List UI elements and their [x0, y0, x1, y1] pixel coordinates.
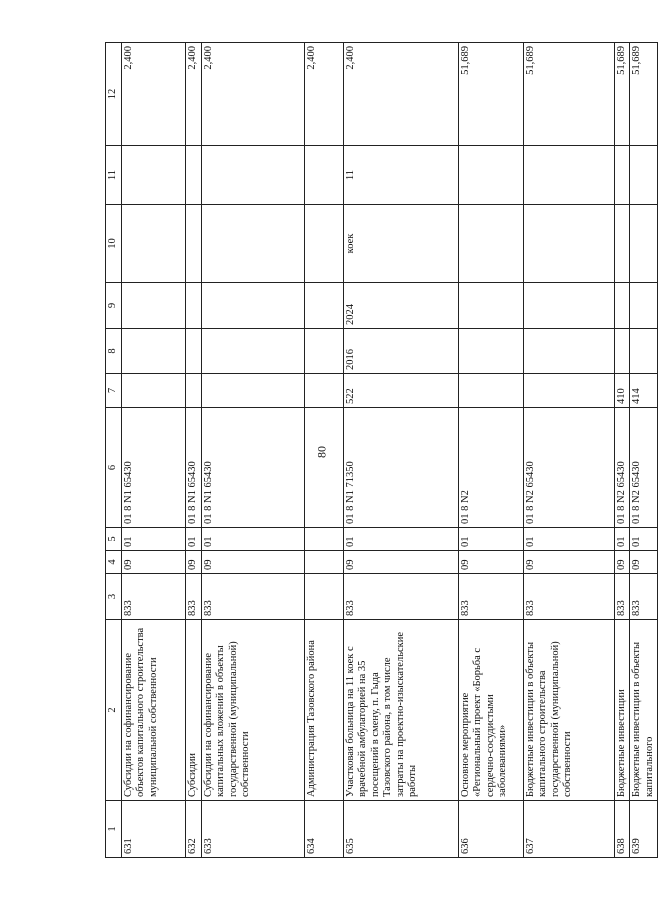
cell-c9: [186, 283, 202, 329]
cell-c10: [122, 205, 186, 283]
cell-c5: 01: [459, 528, 524, 551]
budget-table: [105, 42, 658, 858]
table-row: [524, 43, 615, 858]
cell-c4: [305, 551, 344, 574]
cell-c4: 09: [524, 551, 615, 574]
cell-c4: 09: [459, 551, 524, 574]
cell-c5: 01: [202, 528, 305, 551]
cell-c8: [186, 329, 202, 374]
cell-c3: 833: [202, 574, 305, 620]
cell-c3: 833: [459, 574, 524, 620]
cell-c8: [122, 329, 186, 374]
row-number: 635: [344, 801, 459, 858]
table-row: [186, 43, 202, 858]
table-row: [615, 43, 630, 858]
cell-c6: [305, 408, 344, 528]
cell-c6: 01 8 N2 65430: [615, 408, 630, 528]
cell-c6: 01 8 N1 65430: [122, 408, 186, 528]
column-header: 3: [106, 574, 122, 620]
row-name: Участковая больница на 11 коек с врачебной амбулаторией на 35 посещений в смену, п. Гыда Тазовского района, в том числе затраты на проектно-изыскательские работы: [344, 620, 459, 801]
row-name: Субсидии на софинансирование объектов капитального строительства муниципальной собственности: [122, 620, 186, 801]
cell-c5: 01: [630, 528, 658, 551]
column-header: 12: [106, 43, 122, 146]
cell-c11: [122, 146, 186, 205]
cell-c3: 833: [122, 574, 186, 620]
row-number: 634: [305, 801, 344, 858]
cell-c11: [524, 146, 615, 205]
cell-c4: 09: [186, 551, 202, 574]
column-header: 8: [106, 329, 122, 374]
table-row: [202, 43, 305, 858]
cell-amount: 51,689: [459, 43, 524, 146]
row-number: 638: [615, 801, 630, 858]
cell-c7: 414: [630, 374, 658, 408]
cell-c10: [630, 205, 658, 283]
column-header: 11: [106, 146, 122, 205]
cell-c11: [615, 146, 630, 205]
cell-c7: [305, 374, 344, 408]
cell-c5: 01: [615, 528, 630, 551]
cell-c5: 01: [344, 528, 459, 551]
cell-c9: [459, 283, 524, 329]
cell-amount: 2,400: [186, 43, 202, 146]
cell-c7: [122, 374, 186, 408]
cell-c5: 01: [122, 528, 186, 551]
table-row: [630, 43, 658, 858]
column-header: 5: [106, 528, 122, 551]
table-header-row: [106, 43, 122, 858]
table-row: [459, 43, 524, 858]
cell-c8: [630, 329, 658, 374]
cell-c11: [305, 146, 344, 205]
cell-c10: коек: [344, 205, 459, 283]
cell-c3: 833: [630, 574, 658, 620]
cell-amount: 51,689: [630, 43, 658, 146]
row-number: 639: [630, 801, 658, 858]
cell-c11: [186, 146, 202, 205]
row-name: Бюджетные инвестиции: [615, 620, 630, 801]
cell-c9: [202, 283, 305, 329]
cell-c4: 09: [122, 551, 186, 574]
cell-c7: 410: [615, 374, 630, 408]
cell-c9: 2024: [344, 283, 459, 329]
row-name: Субсидии на софинансирование капитальных вложений в объекты государственной (муниципальной) собственности: [202, 620, 305, 801]
page-number: 80: [314, 446, 329, 458]
cell-c6: 01 8 N1 65430: [186, 408, 202, 528]
column-header: 1: [106, 801, 122, 858]
cell-amount: 2,400: [305, 43, 344, 146]
cell-c6: 01 8 N2: [459, 408, 524, 528]
column-header: 6: [106, 408, 122, 528]
column-header: 7: [106, 374, 122, 408]
row-name: Основное мероприятие «Региональный проект «Борьба с сердечно-сосудистыми заболеваниями»: [459, 620, 524, 801]
cell-c5: [305, 528, 344, 551]
row-name: Бюджетные инвестиции в объекты капитального строительства государственной (муниципальной) собственности: [524, 620, 615, 801]
cell-c10: [524, 205, 615, 283]
cell-c10: [186, 205, 202, 283]
cell-c10: [305, 205, 344, 283]
cell-amount: 2,400: [344, 43, 459, 146]
row-number: 633: [202, 801, 305, 858]
cell-c4: 09: [344, 551, 459, 574]
cell-c7: [202, 374, 305, 408]
cell-c10: [202, 205, 305, 283]
cell-c9: [524, 283, 615, 329]
cell-c3: 833: [186, 574, 202, 620]
row-number: 636: [459, 801, 524, 858]
cell-c11: 11: [344, 146, 459, 205]
row-name: Субсидии: [186, 620, 202, 801]
cell-amount: 2,400: [202, 43, 305, 146]
cell-c9: [615, 283, 630, 329]
cell-c7: [186, 374, 202, 408]
row-number: 637: [524, 801, 615, 858]
cell-c9: [630, 283, 658, 329]
cell-c3: 833: [615, 574, 630, 620]
cell-c9: [122, 283, 186, 329]
cell-c5: 01: [186, 528, 202, 551]
cell-c8: [305, 329, 344, 374]
cell-c8: [615, 329, 630, 374]
budget-table-container: [105, 43, 658, 858]
table-row: [122, 43, 186, 858]
row-number: 631: [122, 801, 186, 858]
cell-c9: [305, 283, 344, 329]
cell-c3: 833: [524, 574, 615, 620]
cell-c10: [615, 205, 630, 283]
cell-c6: 01 8 N2 65430: [524, 408, 615, 528]
table-row: [344, 43, 459, 858]
cell-c4: 09: [630, 551, 658, 574]
cell-c7: [524, 374, 615, 408]
cell-amount: 2,400: [122, 43, 186, 146]
cell-c10: [459, 205, 524, 283]
cell-c11: [459, 146, 524, 205]
cell-c8: 2016: [344, 329, 459, 374]
cell-c11: [630, 146, 658, 205]
cell-amount: 51,689: [615, 43, 630, 146]
cell-c7: [459, 374, 524, 408]
row-name: Администрация Тазовского района: [305, 620, 344, 801]
cell-c4: 09: [615, 551, 630, 574]
cell-c8: [459, 329, 524, 374]
row-name: Бюджетные инвестиции в объекты капитального: [630, 620, 658, 801]
cell-c8: [524, 329, 615, 374]
column-header: 4: [106, 551, 122, 574]
cell-c3: [305, 574, 344, 620]
cell-c6: 01 8 N2 65430: [630, 408, 658, 528]
cell-c8: [202, 329, 305, 374]
column-header: 10: [106, 205, 122, 283]
cell-c11: [202, 146, 305, 205]
row-number: 632: [186, 801, 202, 858]
cell-c6: 01 8 N1 71350: [344, 408, 459, 528]
cell-c7: 522: [344, 374, 459, 408]
cell-c6: 01 8 N1 65430: [202, 408, 305, 528]
table-row: [305, 43, 344, 858]
cell-c5: 01: [524, 528, 615, 551]
column-header: 9: [106, 283, 122, 329]
cell-c3: 833: [344, 574, 459, 620]
cell-c4: 09: [202, 551, 305, 574]
cell-amount: 51,689: [524, 43, 615, 146]
column-header: 2: [106, 620, 122, 801]
